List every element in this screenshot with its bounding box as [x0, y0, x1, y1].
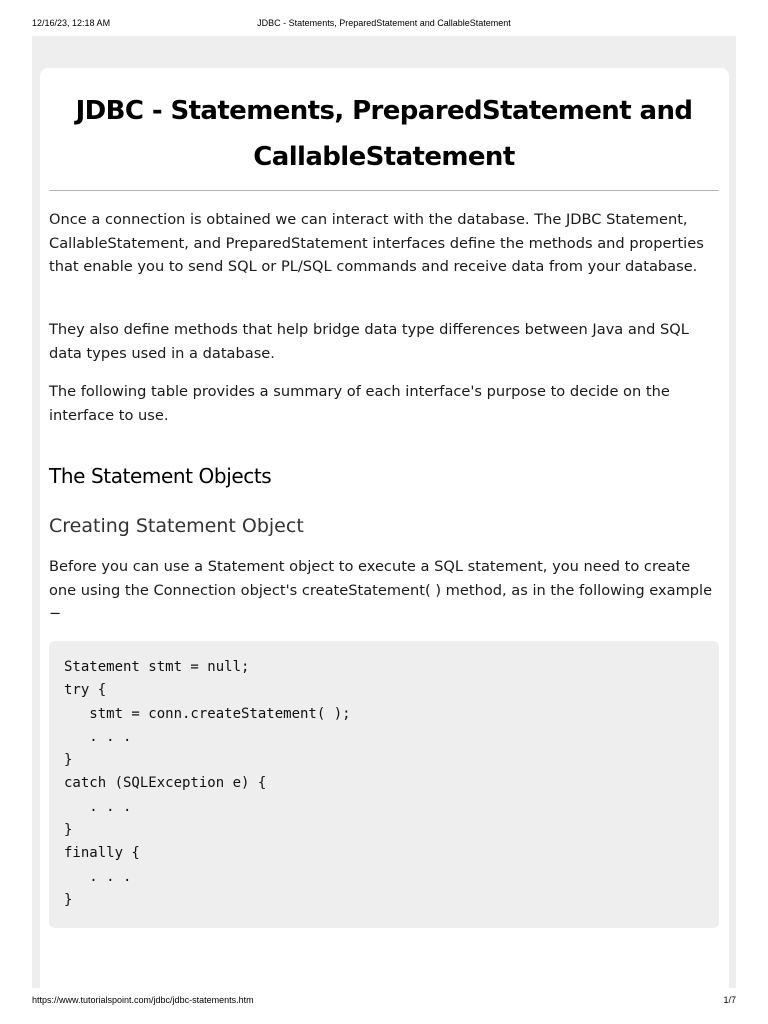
code-line: Statement stmt = null; — [64, 659, 250, 675]
section-heading: The Statement Objects — [49, 464, 272, 488]
print-footer — [32, 995, 736, 1009]
page-url[interactable]: https://www.tutorialspoint.com/jdbc/jdbc-statements.htm — [32, 995, 254, 1005]
code-line: . . . — [64, 728, 132, 745]
data-types-paragraph: They also define methods that help bridge data type differences between Java and SQL data types used in a database. — [49, 321, 689, 362]
summary-paragraph: The following table provides a summary of each interface's purpose to decide on the interface to use. — [49, 383, 670, 424]
code-line: } — [64, 891, 73, 908]
print-datetime: 12/16/23, 12:18 AM — [32, 18, 111, 28]
code-line: . . . — [64, 798, 132, 815]
article-title — [60, 88, 708, 180]
print-page-title: JDBC - Statements, PreparedStatement and CallableStatement — [257, 18, 511, 28]
intro-paragraph: Once a connection is obtained we can interact with the database. The JDBC Statement, CallableStatement, and PreparedStatement interfaces define the methods and properties that enable you to send SQL or PL/SQL commands and receive data from your database. — [49, 211, 704, 275]
subsection-heading: Creating Statement Object — [49, 515, 304, 537]
code-line: . . . — [64, 868, 132, 885]
article-title-line-1: JDBC - Statements, PreparedStatement and — [75, 96, 693, 126]
title-divider — [49, 190, 719, 191]
code-line: catch (SQLException e) { — [64, 775, 267, 792]
create-statement-paragraph: Before you can use a Statement object to execute a SQL statement, you need to create one using the Connection object's createStatement( ) method, as in the following example − — [49, 558, 713, 622]
code-line: } — [64, 752, 73, 769]
code-line: try { — [64, 682, 107, 699]
code-line: } — [64, 822, 73, 839]
print-header — [32, 18, 736, 32]
code-line: finally { — [64, 845, 140, 862]
code-block[interactable] — [49, 641, 719, 928]
code-line: stmt = conn.createStatement( ); — [64, 705, 351, 722]
page-indicator: 1/7 — [723, 995, 736, 1005]
article-title-line-2: CallableStatement — [253, 142, 515, 172]
